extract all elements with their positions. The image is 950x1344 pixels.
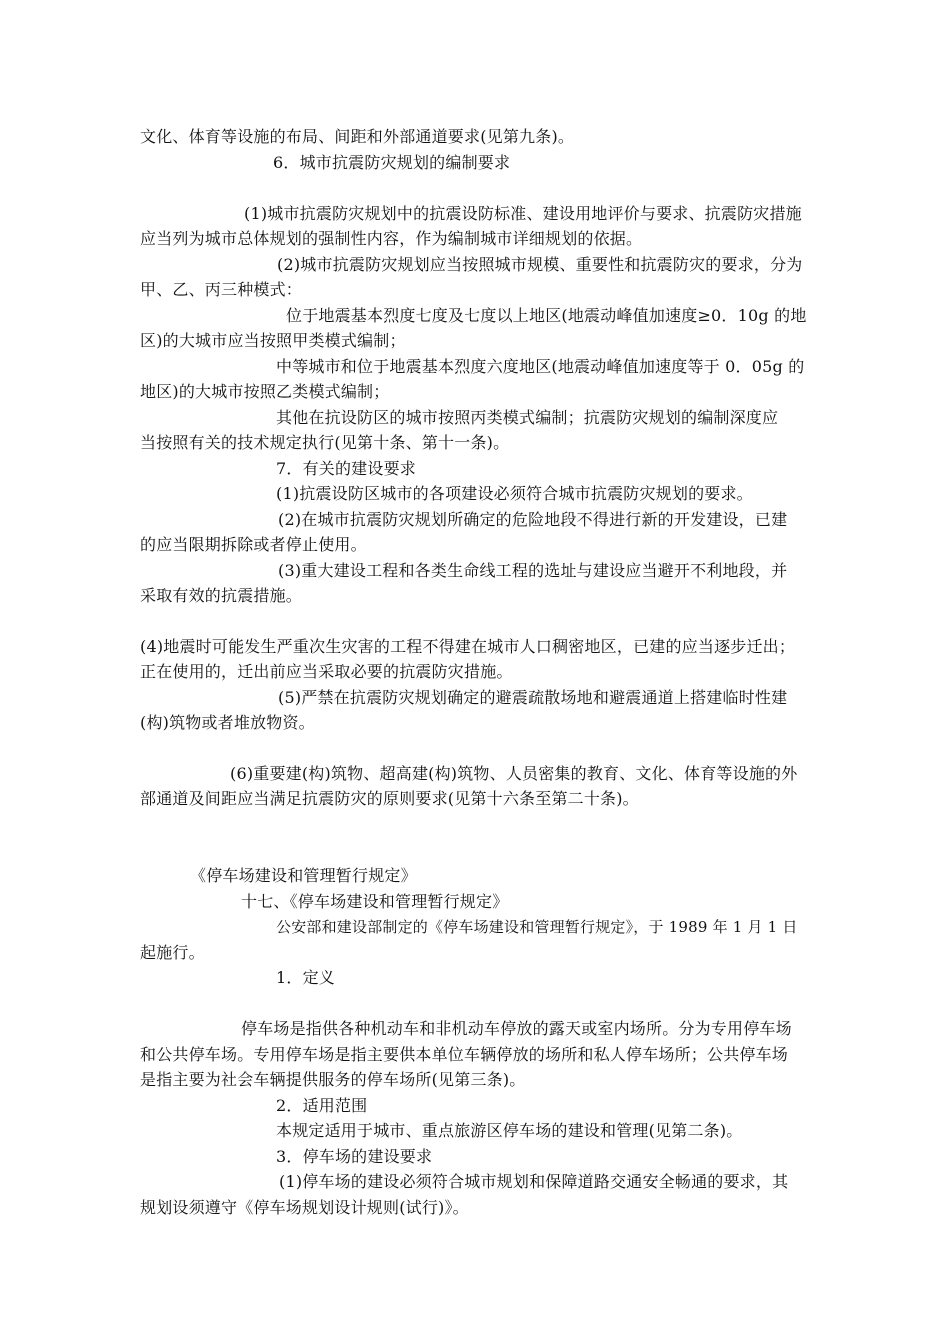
text-line: (4)地震时可能发生严重次生灾害的工程不得建在城市人口稠密地区，已建的应当逐步迁出； — [140, 637, 796, 656]
document-title: 《停车场建设和管理暂行规定》 — [190, 866, 417, 885]
text-line: (1)停车场的建设必须符合城市规划和保障道路交通安全畅通的要求，其 — [279, 1172, 789, 1191]
text-line: (2)在城市抗震防灾规划所确定的危险地段不得进行新的开发建设，已建 — [278, 510, 788, 529]
text-line: 地区)的大城市按照乙类模式编制； — [140, 382, 390, 401]
text-line: 公安部和建设部制定的《停车场建设和管理暂行规定》，于 1989 年 1 月 1 日 — [276, 918, 798, 936]
text-line: 起施行。 — [140, 943, 205, 962]
text-line: 其他在抗设防区的城市按照丙类模式编制；抗震防灾规划的编制深度应 — [276, 408, 779, 427]
text-line: 本规定适用于城市、重点旅游区停车场的建设和管理(见第二条)。 — [276, 1121, 743, 1140]
text-line: 正在使用的，迁出前应当采取必要的抗震防灾措施。 — [140, 662, 513, 681]
text-line: (构)筑物或者堆放物资。 — [140, 713, 315, 732]
text-line: 是指主要为社会车辆提供服务的停车场所(见第三条)。 — [140, 1070, 526, 1089]
text-line: 位于地震基本烈度七度及七度以上地区(地震动峰值加速度≥0．10g 的地 — [286, 306, 807, 325]
text-line: 和公共停车场。专用停车场是指主要供本单位车辆停放的场所和私人停车场所；公共停车场 — [140, 1045, 789, 1064]
text-line: 中等城市和位于地震基本烈度六度地区(地震动峰值加速度等于 0．05g 的 — [276, 357, 805, 376]
text-line: 的应当限期拆除或者停止使用。 — [140, 535, 367, 554]
text-line: 当按照有关的技术规定执行(见第十条、第十一条)。 — [140, 433, 510, 452]
text-line: 甲、乙、丙三种模式： — [140, 280, 303, 299]
text-line: (3)重大建设工程和各类生命线工程的选址与建设应当避开不利地段，并 — [278, 561, 788, 580]
text-line: 部通道及间距应当满足抗震防灾的原则要求(见第十六条至第二十条)。 — [140, 789, 639, 808]
section-heading: 2．适用范围 — [276, 1096, 368, 1115]
section-heading: 十七、《停车场建设和管理暂行规定》 — [241, 892, 509, 911]
section-heading: 3．停车场的建设要求 — [276, 1147, 433, 1166]
text-line: 应当列为城市总体规划的强制性内容，作为编制城市详细规划的依据。 — [140, 229, 643, 248]
text-line: 采取有效的抗震措施。 — [140, 586, 303, 605]
text-line: 区)的大城市应当按照甲类模式编制； — [140, 331, 406, 350]
text-line: (1)城市抗震防灾规划中的抗震设防标准、建设用地评价与要求、抗震防灾措施 — [244, 204, 802, 223]
section-heading: 1．定义 — [276, 968, 335, 987]
text-line: 文化、体育等设施的布局、间距和外部通道要求(见第九条)。 — [140, 127, 575, 146]
text-line: (6)重要建(构)筑物、超高建(构)筑物、人员密集的教育、文化、体育等设施的外 — [230, 764, 798, 783]
text-line: 停车场是指供各种机动车和非机动车停放的露天或室内场所。分为专用停车场 — [241, 1019, 792, 1038]
text-line: 规划设须遵守《停车场规划设计规则(试行)》。 — [140, 1198, 469, 1217]
section-heading: 7．有关的建设要求 — [276, 459, 416, 478]
text-line: (5)严禁在抗震防灾规划确定的避震疏散场地和避震通道上搭建临时性建 — [278, 688, 788, 707]
section-heading: 6．城市抗震防灾规划的编制要求 — [273, 153, 511, 172]
text-line: (2)城市抗震防灾规划应当按照城市规模、重要性和抗震防灾的要求，分为 — [277, 255, 803, 274]
text-line: (1)抗震设防区城市的各项建设必须符合城市抗震防灾规划的要求。 — [276, 484, 753, 503]
